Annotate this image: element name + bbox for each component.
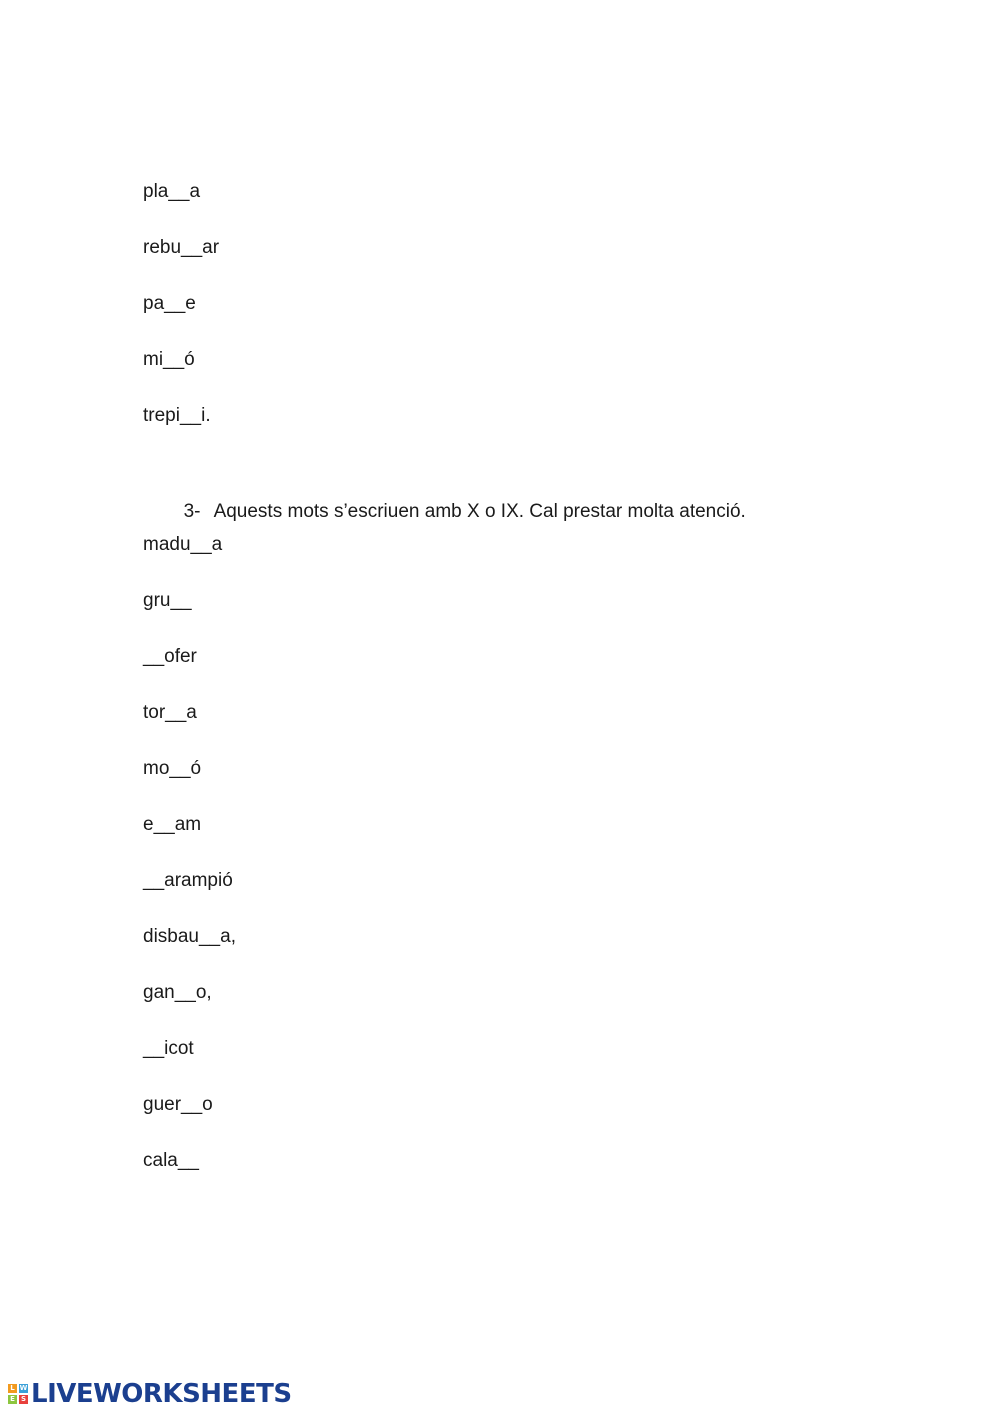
liveworksheets-logo[interactable] <box>8 1379 292 1409</box>
word-item: pla__a <box>143 181 201 202</box>
exercise-text: Aquests mots s’escriuen amb X o IX. Cal prestar molta atenció. <box>213 501 746 522</box>
word-item: e__am <box>143 814 202 835</box>
word-item: mo__ó <box>143 758 202 779</box>
word-item: __ofer <box>143 646 197 667</box>
word-item: cala__ <box>143 1150 199 1171</box>
logo-icon <box>8 1384 28 1404</box>
word-item: gan__o, <box>143 982 212 1003</box>
word-item: rebu__ar <box>143 237 220 258</box>
word-item: mi__ó <box>143 349 195 370</box>
word-item: gru__ <box>143 590 192 611</box>
logo-letter: W <box>19 1384 28 1392</box>
logo-text: LIVEWORKSHEETS <box>31 1379 292 1409</box>
logo-letter: E <box>8 1395 17 1404</box>
word-item: trepi__i. <box>143 405 211 426</box>
logo-letter: S <box>20 1395 27 1403</box>
word-item: disbau__a, <box>143 926 236 947</box>
logo-letter: L <box>8 1384 17 1393</box>
word-item: guer__o <box>143 1094 213 1115</box>
word-item: madu__a <box>143 534 223 555</box>
word-item: tor__a <box>143 702 197 723</box>
exercise-instruction <box>173 479 746 523</box>
word-item: __arampió <box>143 870 233 891</box>
word-item: pa__e <box>143 293 196 314</box>
exercise-number: 3- <box>183 501 201 522</box>
word-item: __icot <box>143 1038 194 1059</box>
